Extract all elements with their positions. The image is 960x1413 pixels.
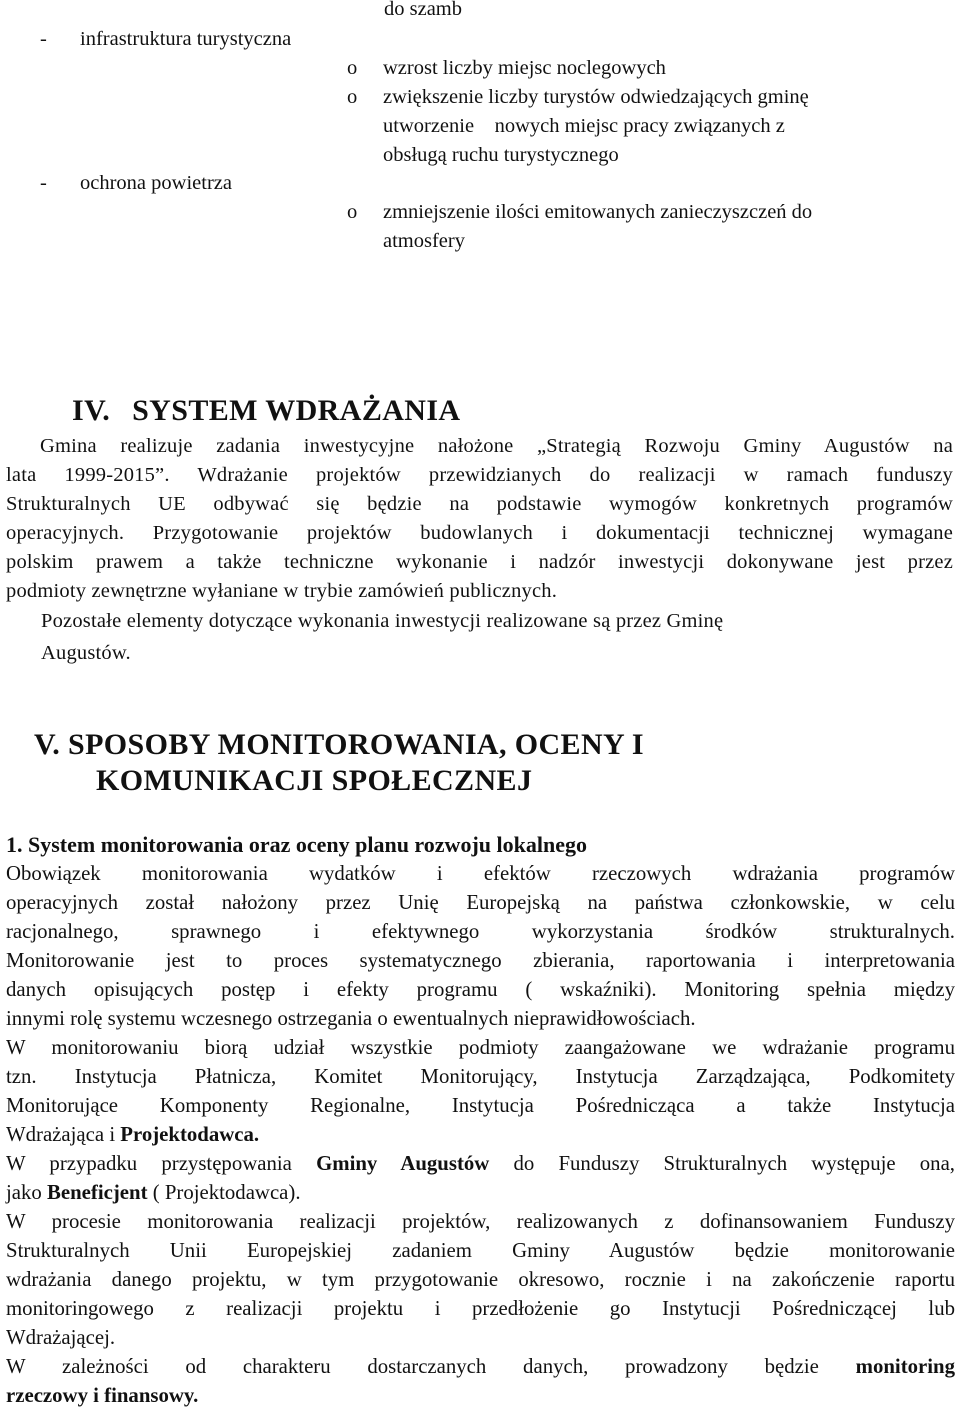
unmarked-line: atmosfery	[383, 230, 465, 252]
paragraph-line: racjonalnego, sprawnego i efektywnego wykorzystania środków strukturalnych.	[6, 920, 955, 943]
paragraph-line: Augustów.	[41, 642, 131, 664]
paragraph-line: lata 1999-2015”. Wdrażanie projektów przewidzianych do realizacji w ramach funduszy	[6, 464, 953, 486]
paragraph-line: wdrażania danego projektu, w tym przygotowanie okresowo, rocznie i na zakończenie raportu	[6, 1268, 955, 1291]
paragraph-line	[6, 1384, 955, 1413]
bold-text: rzeczowy i finansowy.	[6, 1384, 199, 1407]
paragraph-line	[6, 1152, 955, 1181]
paragraph-line	[6, 1355, 955, 1384]
subsection-title: 1. System monitorowania oraz oceny planu rozwoju lokalnego	[6, 832, 587, 857]
section-heading-v-cont: KOMUNIKACJI SPOŁECZNEJ	[96, 764, 533, 797]
list-item-ochrona: - ochrona powietrza	[40, 172, 232, 194]
bullet-item: o wzrost liczby miejsc noclegowych	[347, 57, 666, 79]
bold-text: monitoring	[855, 1355, 955, 1378]
paragraph-line: Strukturalnych Unii Europejskiej zadaniem Gminy Augustów będzie monitorowanie	[6, 1239, 955, 1262]
paragraph-line: Monitorowanie jest to proces systematycznego zbierania, raportowania i interpretowania	[6, 949, 955, 972]
plain-text: Wdrażająca i	[6, 1123, 121, 1146]
list-item-infrastruktura: - infrastruktura turystyczna	[40, 28, 292, 50]
section-v-paragraph	[6, 862, 955, 1413]
bold-text: Gminy Augustów	[316, 1152, 490, 1175]
bullet-item: o zmniejszenie ilości emitowanych zanieczyszczeń do	[347, 201, 813, 223]
paragraph-line: Strukturalnych UE odbywać się będzie na podstawie wymogów konkretnych programów	[6, 493, 953, 515]
plain-text: W przypadku przystępowania	[6, 1152, 317, 1175]
paragraph-line: danych opisujących postęp i efekty programu ( wskaźniki). Monitoring spełnia między	[6, 978, 955, 1001]
paragraph-line: Pozostałe elementy dotyczące wykonania inwestycji realizowane są przez Gminę	[41, 610, 724, 632]
unmarked-line: obsługą ruchu turystycznego	[383, 144, 619, 166]
plain-text: ( Projektodawca).	[147, 1181, 301, 1204]
plain-text: W zależności od charakteru dostarczanych danych, prowadzony będzie	[6, 1355, 856, 1378]
paragraph-line: W procesie monitorowania realizacji projektów, realizowanych z dofinansowaniem Funduszy	[6, 1210, 955, 1233]
plain-text: jako	[6, 1181, 48, 1204]
paragraph-line: podmioty zewnętrzne wyłaniane w trybie zamówień publicznych.	[6, 580, 558, 602]
paragraph-line: Monitorujące Komponenty Regionalne, Instytucja Pośrednicząca a także Instytucja	[6, 1094, 955, 1117]
paragraph-line: operacyjnych został nałożony przez Unię Europejską na państwa członkowskie, w celu	[6, 891, 955, 914]
section-heading-iv	[72, 394, 461, 428]
paragraph-line: polskim prawem a także techniczne wykonanie i nadzór inwestycji dokonywane jest przez	[6, 551, 953, 573]
paragraph-line: tzn. Instytucja Płatnicza, Komitet Monitorujący, Instytucja Zarządzająca, Podkomitety	[6, 1065, 955, 1088]
section-number: IV.	[72, 394, 111, 427]
paragraph-line: Gmina realizuje zadania inwestycyjne nałożone „Strategią Rozwoju Gminy Augustów na	[40, 435, 953, 457]
bold-text: Projektodawca.	[120, 1123, 260, 1146]
paragraph-line: W monitorowaniu biorą udział wszystkie podmioty zaangażowane we wdrażanie programu	[6, 1036, 955, 1059]
paragraph-line: Obowiązek monitorowania wydatków i efektów rzeczowych wdrażania programów	[6, 862, 955, 885]
section-title: SYSTEM WDRAŻANIA	[132, 394, 461, 427]
section-heading-v: V. SPOSOBY MONITOROWANIA, OCENY I	[34, 728, 644, 761]
section-iv-paragraph	[6, 436, 953, 610]
paragraph-line: innymi rolę systemu wczesnego ostrzegania o ewentualnych nieprawidłowościach.	[6, 1007, 696, 1030]
continuation-line: do szamb	[384, 0, 462, 20]
paragraph-line: operacyjnych. Przygotowanie projektów budowlanych i dokumentacji technicznej wymagane	[6, 522, 953, 544]
paragraph-line	[6, 1181, 955, 1210]
plain-text: do Funduszy Strukturalnych występuje ona,	[489, 1152, 956, 1175]
paragraph-line	[6, 1123, 955, 1152]
paragraph-line: monitoringowego z realizacji projektu i przedłożenie go Instytucji Pośredniczącej lub	[6, 1297, 955, 1320]
bold-text: Beneficjent	[47, 1181, 148, 1204]
unmarked-line: utworzenie nowych miejsc pracy związanych z	[383, 115, 785, 137]
paragraph-line: Wdrażającej.	[6, 1326, 116, 1349]
bullet-item: o zwiększenie liczby turystów odwiedzających gminę	[347, 86, 809, 108]
